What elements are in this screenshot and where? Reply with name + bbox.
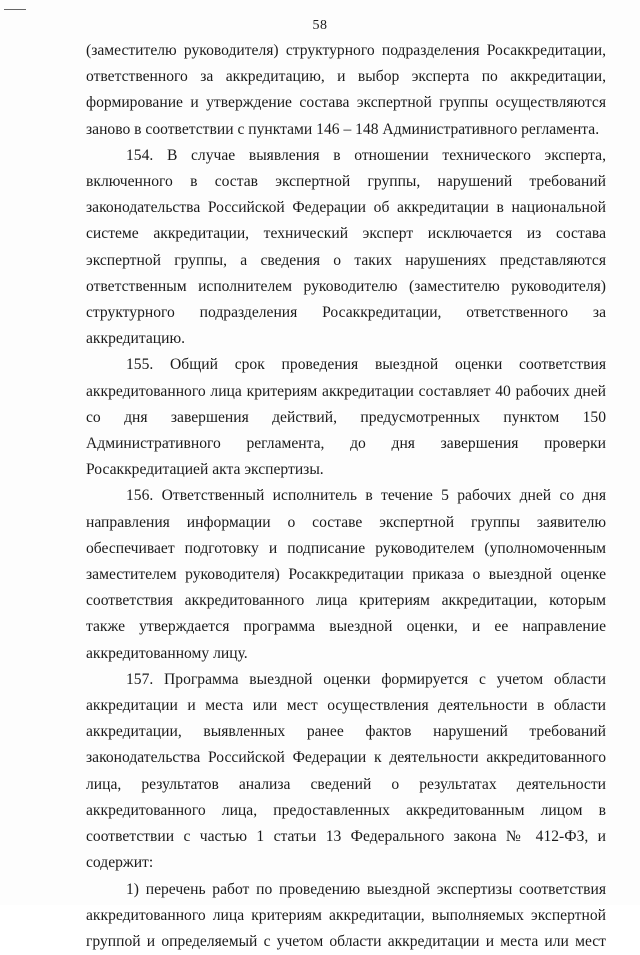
paragraph-157-item-1: 1) перечень работ по проведению выездной экспертизы соответствия аккредитованного лица критериям аккредитации, выполняемых экспертной группой и определяемый с учетом области аккредитации и места или мест: [86, 877, 606, 955]
paragraph-155: 155. Общий срок проведения выездной оценки соответствия аккредитованного лица критериям аккредитации составляет 40 рабочих дней со дня завершения действий, предусмотренных пунктом 150 Административного регламента, до дня завершения проверки Росаккредитацией акта экспертизы.: [86, 352, 606, 483]
paragraph-157: 157. Программа выездной оценки формируется с учетом области аккредитации и места или мест осуществления деятельности в области аккредитации, выявленных ранее фактов нарушений требований законодательства Российской Федерации к деятельности аккредитованного лица, результатов анализа сведений о результатах деятельности аккредитованного лица, предоставленных аккредитованным лицом в соответствии с частью 1 статьи 13 Федерального закона № 412-ФЗ, и содержит:: [86, 667, 606, 877]
paragraph-154: 154. В случае выявления в отношении технического эксперта, включенного в состав экспертной группы, нарушений требований законодательства Российской Федерации об аккредитации в национальной системе аккредитации, технический эксперт исключается из состава экспертной группы, а сведения о таких нарушениях представляются ответственным исполнителем руководителю (заместителю руководителя) структурного подразделения Росаккредитации, ответственного за аккредитацию.: [86, 143, 606, 353]
paragraph-continuation: (заместителю руководителя) структурного подразделения Росаккредитации, ответственного за аккредитацию, и выбор эксперта по аккредитации, формирование и утверждение состава экспертной группы осуществляются заново в соответствии с пунктами 146 – 148 Административного регламента.: [86, 38, 606, 143]
scan-corner-mark: [4, 9, 26, 10]
page-number: 58: [0, 18, 640, 34]
paragraph-156: 156. Ответственный исполнитель в течение 5 рабочих дней со дня направления информации о составе экспертной группы заявителю обеспечивает подготовку и подписание руководителем (уполномоченным заместителем руководителя) Росаккредитации приказа о выездной оценке соответствия аккредитованного лица критериям аккредитации, которым также утверждается программа выездной оценки, и ее направление аккредитованному лицу.: [86, 483, 606, 666]
document-body: [86, 38, 606, 955]
